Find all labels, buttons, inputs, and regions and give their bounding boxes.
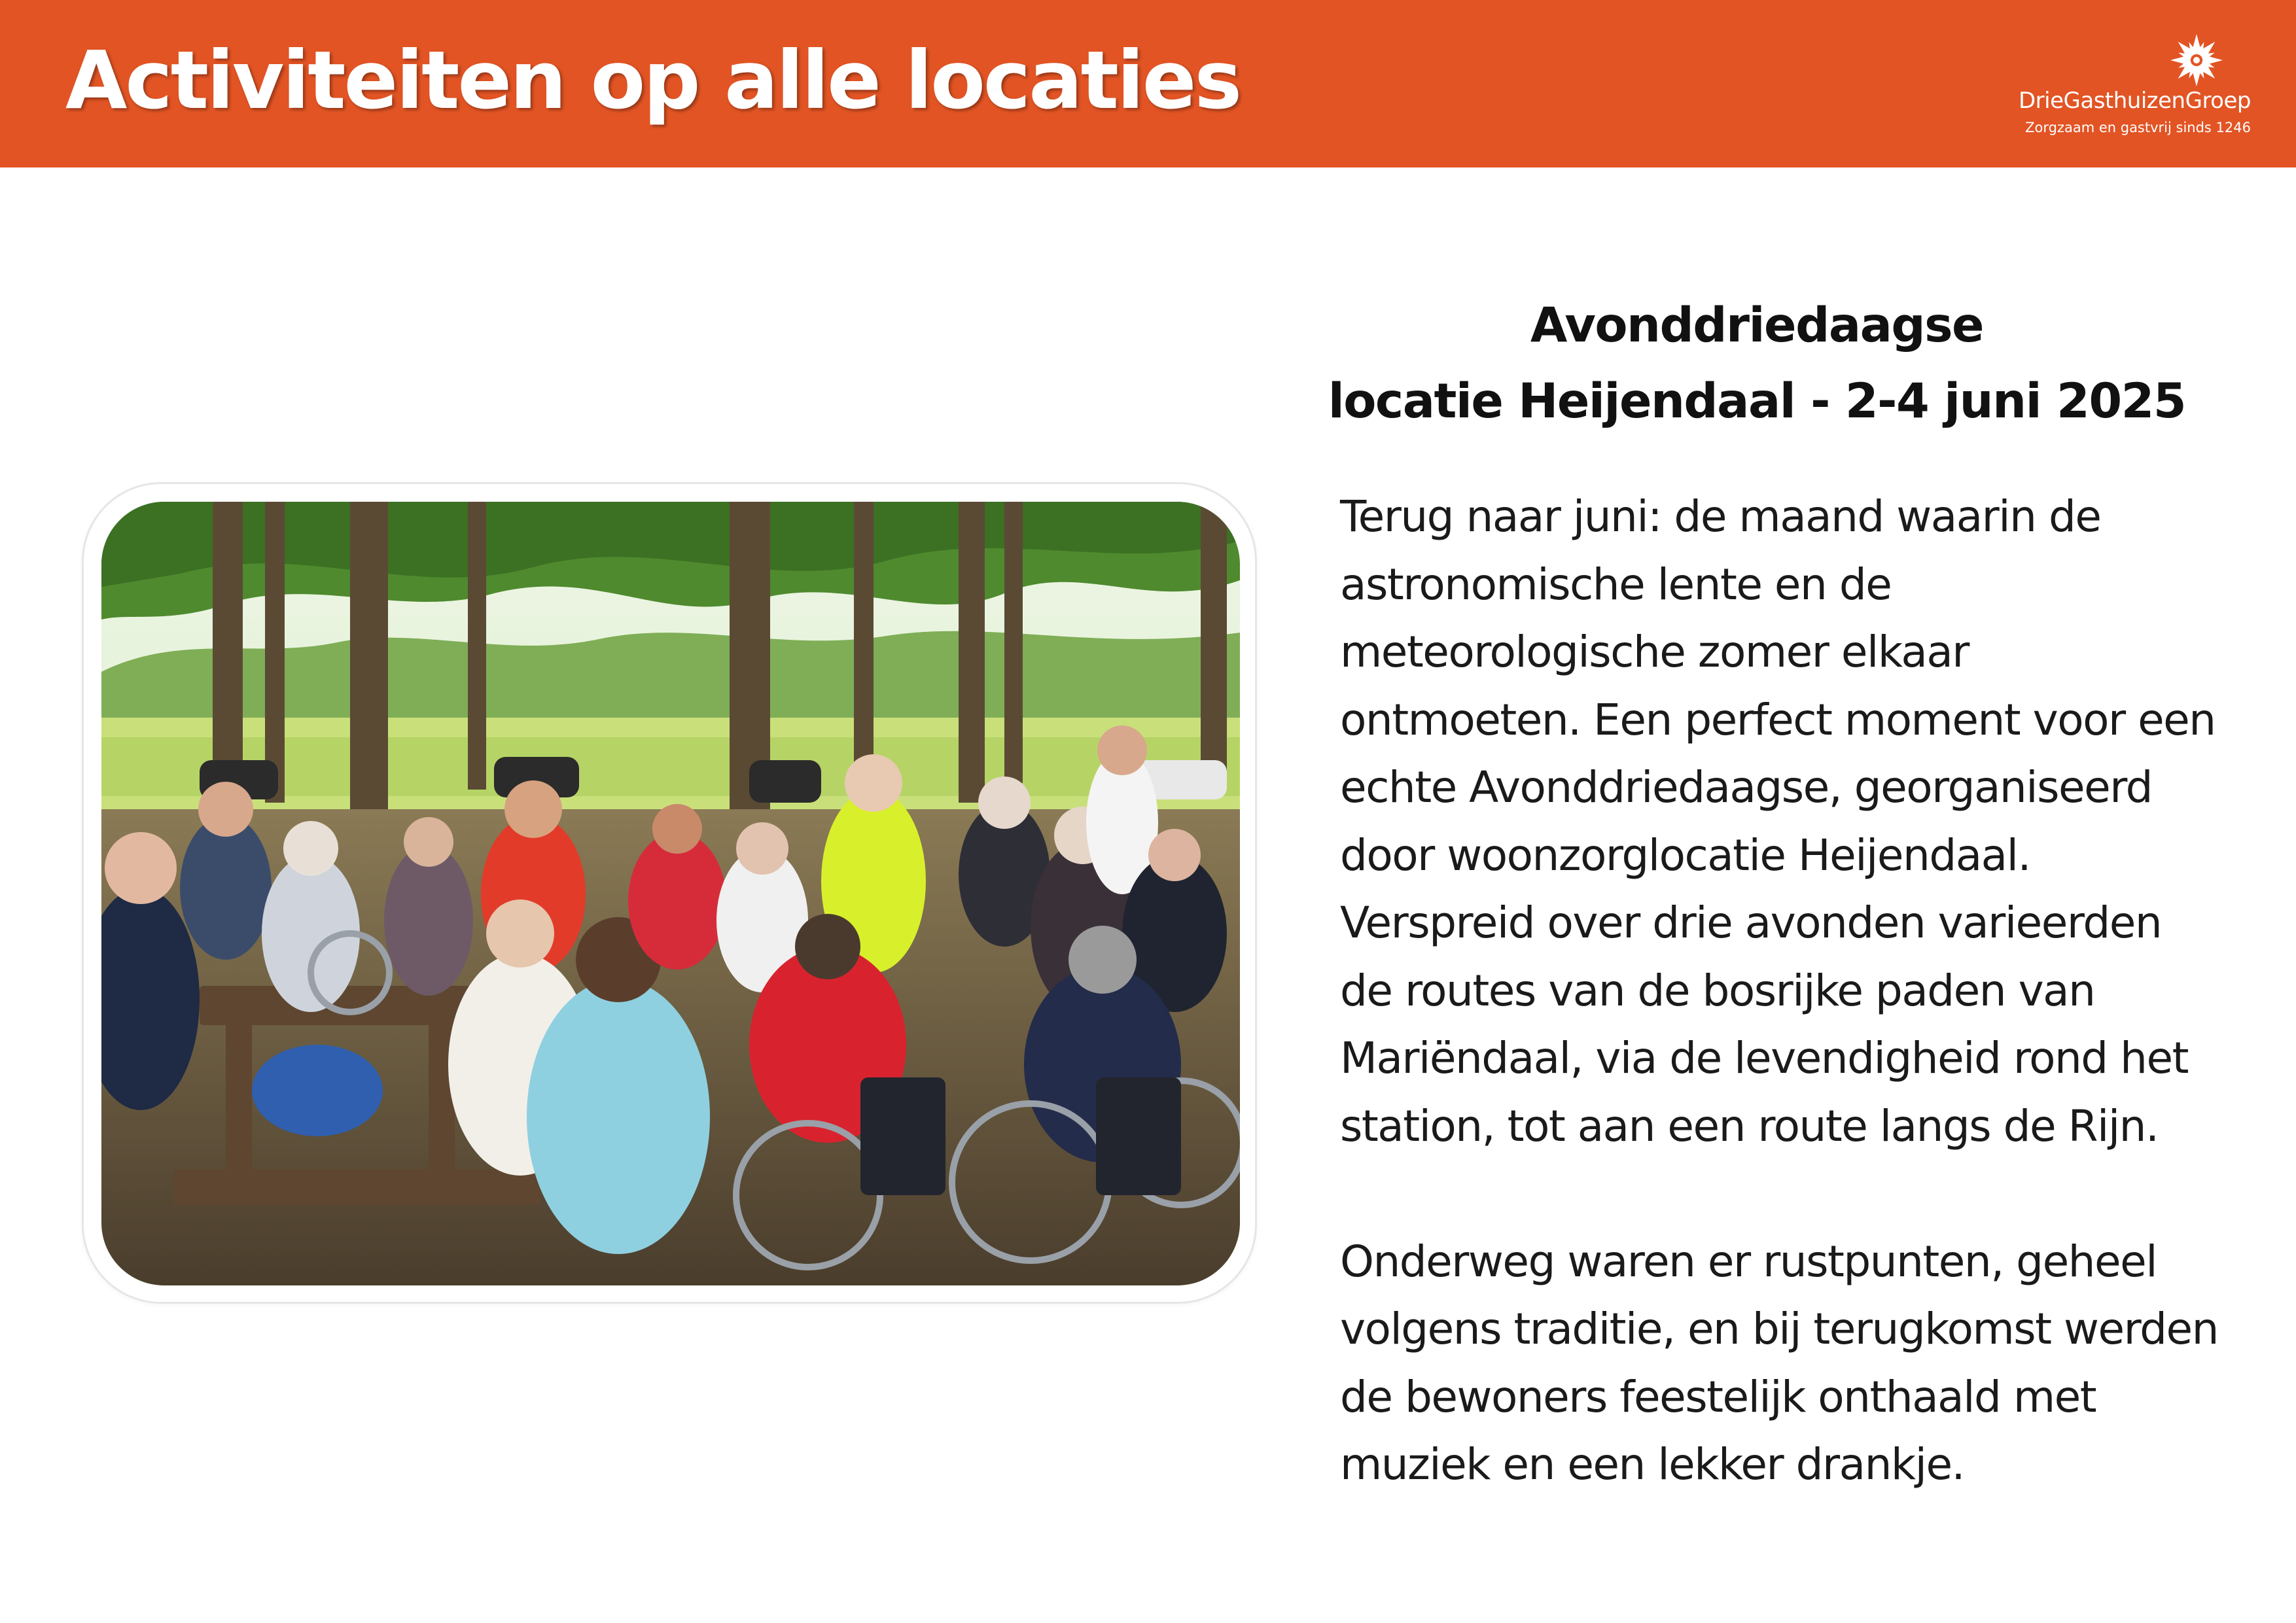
paragraph-line: meteorologische zomer elkaar [1340,627,1969,677]
paragraph-line: Terug naar juni: de maand waarin de [1340,491,2101,542]
edelweiss-flower-icon [2154,33,2239,86]
paragraph-line: Verspreid over drie avonden varieerden [1340,898,2162,948]
article-paragraph-1 [1340,483,2230,1160]
article-title-line: Avonddriedaagse [1530,298,1984,353]
brand-logo [2002,33,2251,150]
paragraph-line: door woonzorglocatie Heijendaal. [1340,829,2030,881]
paragraph-line: de bewoners feestelijk onthaald met [1340,1371,2096,1422]
paragraph-line: muziek en een lekker drankje. [1340,1439,1965,1490]
article-title [1296,288,2218,440]
paragraph-line: astronomische lente en de [1340,559,1892,610]
paragraph-line: de routes van de bosrijke paden van [1340,965,2095,1016]
page-title: Activiteiten op alle locaties [65,34,1241,127]
group-photo [101,502,1240,1285]
paragraph-line: station, tot aan een route langs de Rijn. [1340,1100,2159,1151]
article-title-line: locatie Heijendaal - 2-4 juni 2025 [1328,374,2186,429]
paragraph-line: volgens traditie, en bij terugkomst werden [1340,1304,2218,1354]
brand-tagline: Zorgzaam en gastvrij sinds 1246 [2025,120,2251,135]
paragraph-spacer [1340,1160,2230,1228]
paragraph-line: Onderweg waren er rustpunten, geheel [1340,1236,2157,1287]
header-banner [0,0,2296,167]
paragraph-line: echte Avonddriedaagse, georganiseerd [1340,762,2153,812]
group-photo-illustration [101,502,1240,1285]
paragraph-line: ontmoeten. Een perfect moment voor een [1340,694,2216,745]
article-paragraph-2 [1340,1228,2230,1499]
article-body [1340,483,2230,1499]
brand-name: DrieGasthuizenGroep [2019,88,2251,114]
paragraph-line: Mariëndaal, via de levendigheid rond het [1340,1033,2188,1083]
